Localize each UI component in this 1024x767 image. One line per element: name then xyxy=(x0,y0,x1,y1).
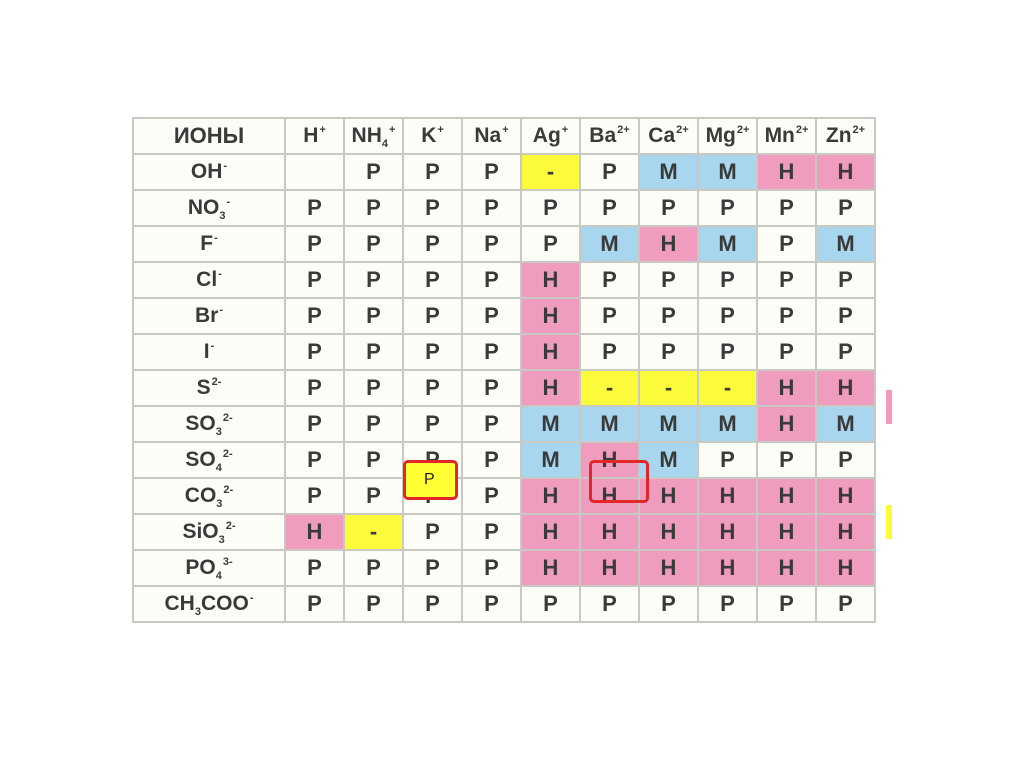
solubility-cell: P xyxy=(285,406,344,442)
solubility-cell: H xyxy=(580,442,639,478)
solubility-cell: P xyxy=(403,298,462,334)
anion-charge: - xyxy=(210,340,215,352)
table-row xyxy=(133,262,875,298)
solubility-cell: H xyxy=(639,226,698,262)
solubility-cell: H xyxy=(757,514,816,550)
anion-symbol: NO xyxy=(187,196,220,219)
anion-header xyxy=(133,334,285,370)
anion-header xyxy=(133,406,285,442)
solubility-cell: P xyxy=(462,226,521,262)
cation-symbol: K xyxy=(421,124,437,147)
solubility-cell: H xyxy=(816,370,875,406)
solubility-cell: P xyxy=(521,226,580,262)
cation-symbol: Ag xyxy=(532,124,561,147)
solubility-cell: P xyxy=(285,190,344,226)
solubility-cell: P xyxy=(757,586,816,622)
solubility-cell: P xyxy=(698,262,757,298)
solubility-cell: P xyxy=(403,190,462,226)
anion-header xyxy=(133,586,285,622)
solubility-cell: P xyxy=(580,190,639,226)
solubility-cell: P xyxy=(757,262,816,298)
anion-header xyxy=(133,226,285,262)
anion-charge: 2- xyxy=(222,448,233,460)
solubility-cell: P xyxy=(403,226,462,262)
solubility-cell: H xyxy=(285,514,344,550)
solubility-cell: P xyxy=(757,334,816,370)
anion-charge: 2- xyxy=(225,520,236,532)
solubility-cell: P xyxy=(285,226,344,262)
solubility-cell: H xyxy=(757,154,816,190)
solubility-cell: M xyxy=(521,442,580,478)
highlight-k-so4 xyxy=(403,460,458,500)
solubility-cell: P xyxy=(285,334,344,370)
cation-header xyxy=(757,118,816,154)
solubility-cell: - xyxy=(521,154,580,190)
solubility-cell: P xyxy=(639,262,698,298)
solubility-cell: P xyxy=(344,370,403,406)
solubility-cell: P xyxy=(639,586,698,622)
anion-symbol: SO xyxy=(185,448,216,471)
solubility-cell: P xyxy=(462,334,521,370)
solubility-cell: P xyxy=(344,406,403,442)
solubility-cell: P xyxy=(403,370,462,406)
solubility-cell: - xyxy=(580,370,639,406)
solubility-cell: P xyxy=(285,550,344,586)
edge-mark xyxy=(886,390,892,424)
solubility-cell: P xyxy=(580,154,639,190)
solubility-cell: H xyxy=(639,514,698,550)
highlight-k-so4-label: P xyxy=(424,471,435,488)
table-row xyxy=(133,406,875,442)
solubility-cell: P xyxy=(403,406,462,442)
cation-symbol: Mn xyxy=(764,124,795,147)
anion-symbol: CO xyxy=(184,484,217,507)
solubility-cell: P xyxy=(580,334,639,370)
solubility-cell xyxy=(285,154,344,190)
anion-symbol: PO xyxy=(185,556,216,579)
solubility-cell: P xyxy=(403,550,462,586)
cation-header xyxy=(285,118,344,154)
solubility-cell: M xyxy=(580,226,639,262)
anion-header xyxy=(133,262,285,298)
solubility-cell: P xyxy=(816,190,875,226)
solubility-cell: H xyxy=(521,478,580,514)
solubility-cell: P xyxy=(816,442,875,478)
anion-symbol: I xyxy=(203,340,210,363)
solubility-cell: H xyxy=(816,514,875,550)
anion-subscript: 4 xyxy=(215,462,222,474)
cation-charge: 2+ xyxy=(852,124,866,136)
solubility-cell: P xyxy=(344,586,403,622)
solubility-cell: H xyxy=(698,550,757,586)
solubility-cell: P xyxy=(757,298,816,334)
solubility-cell: P xyxy=(816,334,875,370)
solubility-cell: H xyxy=(521,514,580,550)
solubility-cell: P xyxy=(344,334,403,370)
solubility-cell: P xyxy=(403,262,462,298)
table-row xyxy=(133,226,875,262)
solubility-cell: P xyxy=(757,190,816,226)
anion-header xyxy=(133,370,285,406)
solubility-cell: P xyxy=(698,334,757,370)
anion-header xyxy=(133,442,285,478)
anion-charge: - xyxy=(219,304,223,316)
solubility-cell: P xyxy=(344,298,403,334)
anion-header xyxy=(133,478,285,514)
solubility-cell: P xyxy=(462,406,521,442)
solubility-cell: P xyxy=(639,298,698,334)
solubility-cell: M xyxy=(639,442,698,478)
solubility-cell: H xyxy=(521,334,580,370)
solubility-cell: P xyxy=(698,442,757,478)
solubility-cell: P xyxy=(462,370,521,406)
solubility-cell: H xyxy=(757,478,816,514)
solubility-cell: P xyxy=(462,154,521,190)
table-row xyxy=(133,550,875,586)
solubility-cell: P xyxy=(639,334,698,370)
anion-charge: 2- xyxy=(222,412,233,424)
solubility-cell: H xyxy=(757,406,816,442)
solubility-cell: - xyxy=(639,370,698,406)
cation-header xyxy=(462,118,521,154)
table-row xyxy=(133,154,875,190)
solubility-cell: H xyxy=(521,370,580,406)
anion-charge: - xyxy=(214,232,218,244)
anion-symbol: SiO xyxy=(182,520,219,543)
solubility-cell: P xyxy=(462,550,521,586)
solubility-cell: P xyxy=(344,262,403,298)
solubility-cell: P xyxy=(462,442,521,478)
cation-charge: 2+ xyxy=(736,124,750,136)
solubility-cell: M xyxy=(698,226,757,262)
anion-header xyxy=(133,550,285,586)
anion-symbol: S xyxy=(196,376,211,399)
solubility-cell: H xyxy=(639,478,698,514)
table-row xyxy=(133,334,875,370)
solubility-cell: P xyxy=(403,154,462,190)
anion-symbol: F xyxy=(200,232,214,255)
corner-header: ИОНЫ xyxy=(133,118,285,154)
cation-header xyxy=(698,118,757,154)
solubility-cell: H xyxy=(580,550,639,586)
anion-symbol: OH xyxy=(190,160,223,183)
solubility-cell: P xyxy=(698,298,757,334)
solubility-cell: P xyxy=(521,190,580,226)
solubility-cell: H xyxy=(698,514,757,550)
solubility-cell: P xyxy=(580,262,639,298)
cation-header xyxy=(816,118,875,154)
solubility-cell: P xyxy=(698,586,757,622)
cation-symbol: Na xyxy=(474,124,502,147)
cation-charge: + xyxy=(561,124,569,136)
cation-charge: + xyxy=(502,124,509,136)
solubility-table xyxy=(132,117,876,623)
table-row xyxy=(133,298,875,334)
solubility-cell: P xyxy=(462,298,521,334)
solubility-cell: P xyxy=(580,298,639,334)
solubility-cell: P xyxy=(285,298,344,334)
solubility-cell: M xyxy=(639,406,698,442)
solubility-cell: P xyxy=(403,334,462,370)
solubility-cell: M xyxy=(698,406,757,442)
solubility-cell: P xyxy=(462,586,521,622)
solubility-cell: - xyxy=(344,514,403,550)
solubility-cell: P xyxy=(639,190,698,226)
solubility-cell: M xyxy=(521,406,580,442)
anion-subscript: 3 xyxy=(216,498,223,510)
solubility-cell: H xyxy=(757,370,816,406)
anion-symbol-tail: COO xyxy=(200,592,249,615)
header-row xyxy=(133,118,875,154)
solubility-cell: P xyxy=(344,550,403,586)
highlight-ba-so4 xyxy=(589,460,649,503)
table-row xyxy=(133,370,875,406)
solubility-cell: H xyxy=(521,262,580,298)
anion-subscript: 3 xyxy=(218,534,225,546)
anion-subscript: 3 xyxy=(194,606,201,618)
anion-charge: 2- xyxy=(211,376,222,388)
cation-header xyxy=(639,118,698,154)
solubility-cell: P xyxy=(344,154,403,190)
solubility-cell: - xyxy=(698,370,757,406)
anion-charge: - xyxy=(249,592,254,604)
anion-charge: - xyxy=(218,268,222,280)
anion-subscript: 3 xyxy=(215,426,222,438)
cation-subscript: 4 xyxy=(381,138,389,150)
cation-header xyxy=(344,118,403,154)
anion-charge: - xyxy=(223,160,228,172)
table-body xyxy=(133,154,875,622)
anion-header xyxy=(133,190,285,226)
solubility-cell: P xyxy=(757,226,816,262)
anion-charge: 2- xyxy=(223,484,234,496)
solubility-cell: H xyxy=(698,478,757,514)
solubility-cell: H xyxy=(816,154,875,190)
cation-symbol: H xyxy=(303,124,319,147)
solubility-cell: H xyxy=(521,298,580,334)
anion-charge: 3- xyxy=(222,556,233,568)
solubility-cell: P xyxy=(757,442,816,478)
cation-symbol: Mg xyxy=(705,124,736,147)
anion-subscript: 4 xyxy=(215,570,222,582)
cation-charge: + xyxy=(437,124,444,136)
solubility-cell: P xyxy=(285,370,344,406)
cation-charge: + xyxy=(319,124,326,136)
solubility-cell: P xyxy=(816,262,875,298)
cation-header xyxy=(521,118,580,154)
solubility-cell: H xyxy=(580,514,639,550)
solubility-cell: P xyxy=(344,226,403,262)
solubility-cell: M xyxy=(816,226,875,262)
solubility-cell: P xyxy=(403,514,462,550)
solubility-cell: P xyxy=(285,586,344,622)
anion-symbol: Br xyxy=(194,304,219,327)
anion-symbol: SO xyxy=(185,412,216,435)
solubility-cell: H xyxy=(639,550,698,586)
cation-header xyxy=(403,118,462,154)
cation-charge: 2+ xyxy=(617,124,630,136)
cation-symbol: NH xyxy=(351,124,382,147)
table-row xyxy=(133,586,875,622)
solubility-cell: H xyxy=(521,550,580,586)
solubility-cell: P xyxy=(285,478,344,514)
solubility-cell: H xyxy=(816,478,875,514)
cation-charge: 2+ xyxy=(676,124,689,136)
solubility-cell: H xyxy=(757,550,816,586)
solubility-cell: M xyxy=(580,406,639,442)
solubility-cell: P xyxy=(462,190,521,226)
cation-symbol: Ba xyxy=(589,124,617,147)
table-row xyxy=(133,514,875,550)
table-row xyxy=(133,478,875,514)
solubility-cell: P xyxy=(344,478,403,514)
solubility-cell: H xyxy=(816,550,875,586)
solubility-cell: P xyxy=(285,262,344,298)
cation-symbol: Zn xyxy=(825,124,852,147)
table-row xyxy=(133,190,875,226)
cation-symbol: Ca xyxy=(648,124,676,147)
solubility-cell: P xyxy=(462,514,521,550)
solubility-cell: P xyxy=(344,190,403,226)
anion-header xyxy=(133,298,285,334)
table-row xyxy=(133,442,875,478)
solubility-cell: P xyxy=(285,442,344,478)
anion-header xyxy=(133,154,285,190)
solubility-cell: M xyxy=(816,406,875,442)
solubility-cell: M xyxy=(698,154,757,190)
anion-charge: - xyxy=(226,196,231,208)
solubility-cell: P xyxy=(344,442,403,478)
solubility-cell: P xyxy=(462,478,521,514)
cation-charge: 2+ xyxy=(795,124,809,136)
solubility-cell: P xyxy=(403,586,462,622)
cation-charge: + xyxy=(389,124,396,136)
edge-mark xyxy=(886,505,892,539)
anion-header xyxy=(133,514,285,550)
anion-symbol: Cl xyxy=(196,268,218,291)
solubility-cell: P xyxy=(816,586,875,622)
anion-symbol: CH xyxy=(164,592,195,615)
anion-subscript: 3 xyxy=(219,210,226,222)
solubility-cell: H xyxy=(580,478,639,514)
solubility-cell: P xyxy=(462,262,521,298)
solubility-cell: P xyxy=(698,190,757,226)
solubility-cell: P xyxy=(580,586,639,622)
cation-header xyxy=(580,118,639,154)
solubility-cell: P xyxy=(816,298,875,334)
solubility-cell: P xyxy=(521,586,580,622)
solubility-cell: M xyxy=(639,154,698,190)
